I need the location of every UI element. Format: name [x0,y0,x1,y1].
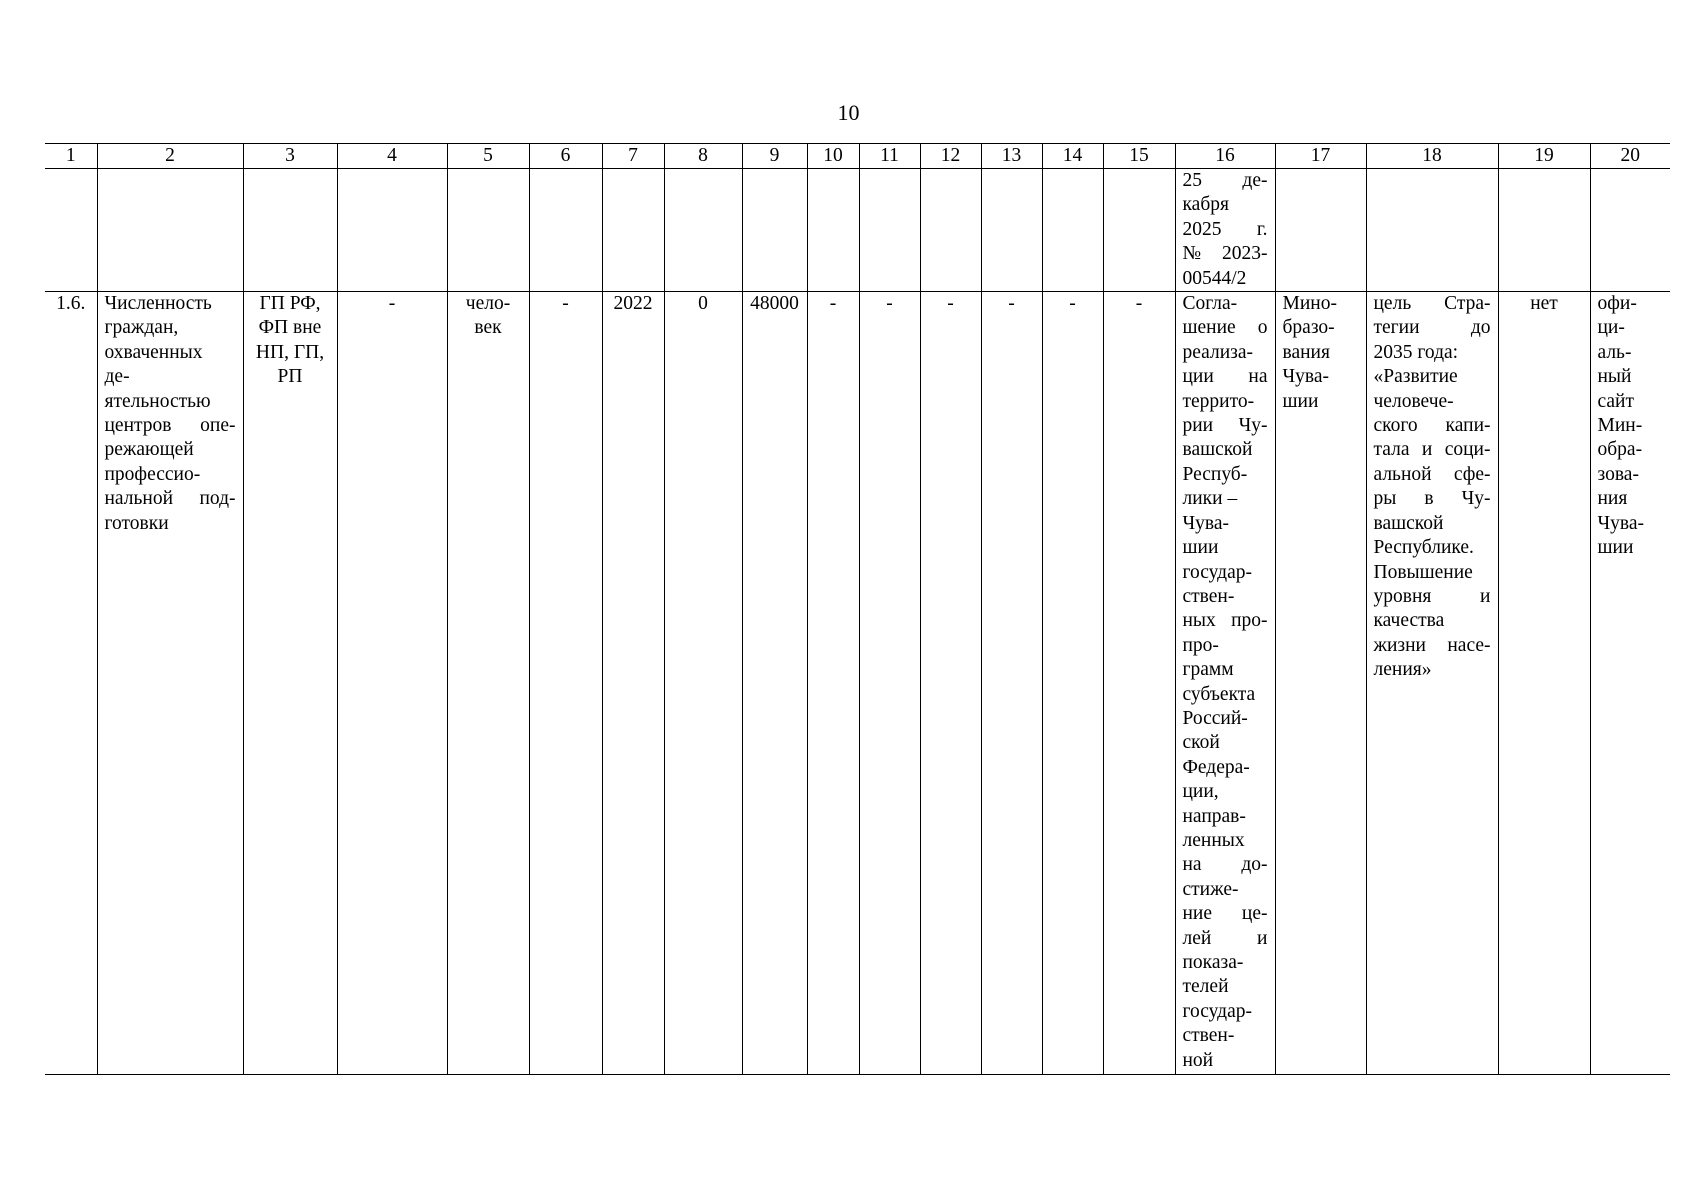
column-number: 16 [1175,144,1275,169]
column-number: 15 [1103,144,1175,169]
table-row [45,292,1670,1075]
column-number: 11 [859,144,920,169]
column-number: 13 [981,144,1042,169]
column-number: 2 [97,144,243,169]
column-number: 7 [602,144,664,169]
agreement-continuation-text: 25 де- кабря 2025 г. № 2023- 00544/2 [1182,170,1268,289]
agreement-continuation-cell [1175,169,1275,292]
base-value-cell: 0 [664,292,742,1075]
cell-col6: - [529,292,602,1075]
cell-col15: - [1103,292,1175,1075]
column-number: 20 [1590,144,1670,169]
indicator-name-cell: Численность граждан, охваченных де- ятельностью центров опе- режающей профессио- нальной под- готовки [97,292,243,1075]
cell-col10: - [807,292,859,1075]
target-value-cell: 48000 [742,292,807,1075]
cell-col14: - [1042,292,1103,1075]
agreement-cell: Согла- шение о реализа- ции на террито- рии Чу- вашской Респуб- лики – Чува- шии государ- ствен- ных про- про- грамм субъекта Россий- ской Федера- ции, направ- ленных на до- стиже- ние це- лей и показа- телей государ- ствен- ной [1175,292,1275,1075]
cell-col4: - [337,292,447,1075]
responsible-cell: Мино- бразо- вания Чува- шии [1275,292,1366,1075]
cell-col13: - [981,292,1042,1075]
column-number: 6 [529,144,602,169]
column-number: 1 [45,144,97,169]
column-number: 14 [1042,144,1103,169]
continuation-row [45,169,1670,292]
column-number: 17 [1275,144,1366,169]
column-number: 10 [807,144,859,169]
unit-cell: чело- век [447,292,529,1075]
base-year-cell: 2022 [602,292,664,1075]
column-number: 5 [447,144,529,169]
cell-col12: - [920,292,981,1075]
strategy-goal-cell: цель Стра- тегии до 2035 года: «Развитие человече- ского капи- тала и соци- альной сфе- ры в Чу- вашской Республике. Повышение уровня и качества жизни насе- ления» [1366,292,1498,1075]
cell-col11: - [859,292,920,1075]
info-source-cell: офи- ци- аль- ный сайт Мин- обра- зова- ния Чува- шии [1590,292,1670,1075]
column-number: 18 [1366,144,1498,169]
column-number: 8 [664,144,742,169]
page-number: 10 [837,100,860,125]
column-number: 9 [742,144,807,169]
column-numbers-row [45,144,1670,169]
column-number: 19 [1498,144,1590,169]
column-number: 3 [243,144,337,169]
column-number: 12 [920,144,981,169]
column-number: 4 [337,144,447,169]
cell-col19: нет [1498,292,1590,1075]
row-number: 1.6. [45,292,97,1075]
program-level-cell: ГП РФ, ФП вне НП, ГП, РП [243,292,337,1075]
indicator-table [45,143,1670,1075]
